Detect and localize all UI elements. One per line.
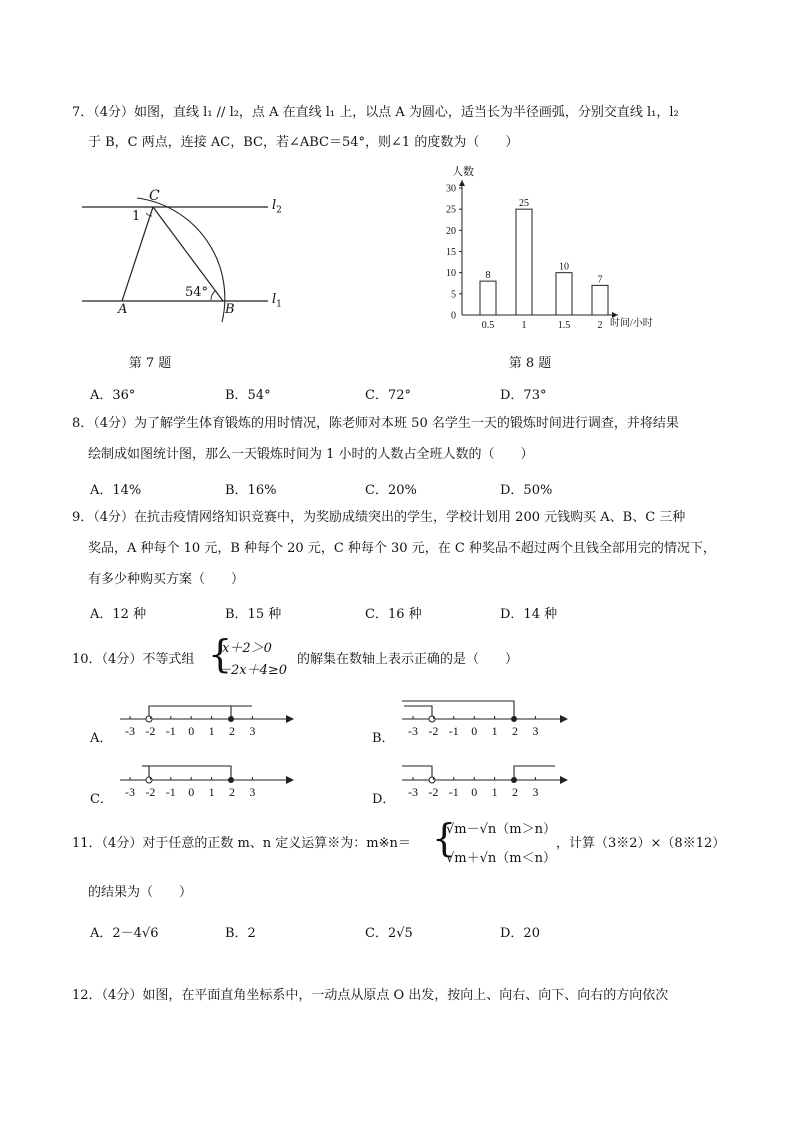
x-tick-label: 0.5 xyxy=(481,320,495,331)
label-l2: $l_2$ xyxy=(272,198,282,216)
q12-line-1: 12．（4分）如图，在平面直角坐标系中，一动点从原点 O 出发，按向上、向右、向下、向右的方向依次 xyxy=(72,988,669,1003)
q11-case-1: √m－√n（m＞n） xyxy=(446,822,556,837)
q11-prefix: 11．（4分）对于任意的正数 m、n 定义运算※为：m※n＝ xyxy=(72,836,411,851)
label-A: A xyxy=(118,302,128,317)
q9-option-d: D．14 种 xyxy=(500,607,558,622)
q8-option-c: C．20% xyxy=(365,483,417,498)
q8-line-2: 绘制成如图统计图，那么一天锻炼时间为 1 小时的人数占全班人数的（ ） xyxy=(88,447,534,462)
number-line-tick-label: -1 xyxy=(165,785,176,799)
number-line-tick-label: 1 xyxy=(208,724,215,738)
number-line-tick-label: 0 xyxy=(471,724,478,738)
number-line-tick-label: 2 xyxy=(229,724,235,738)
number-line-tick-label: 2 xyxy=(512,785,518,799)
number-line-tick-label: -1 xyxy=(448,724,459,738)
y-tick-label: 20 xyxy=(446,225,456,237)
q8-option-b: B．16% xyxy=(225,483,277,498)
label-C: C xyxy=(149,188,160,204)
y-tick-label: 0 xyxy=(451,310,456,322)
q7-option-b: B．54° xyxy=(225,388,271,403)
y-tick-label: 25 xyxy=(446,204,456,216)
q10-option-d: D． xyxy=(372,792,396,807)
q10-suffix: 的解集在数轴上表示正确的是（ ） xyxy=(297,652,519,667)
q7-option-d: D．73° xyxy=(500,388,547,403)
q10-inequality-2: －2x＋4≥0 xyxy=(218,663,288,678)
label-angle-1: 1 xyxy=(132,209,141,224)
q10-brace: { xyxy=(208,632,233,676)
y-tick-label: 30 xyxy=(446,183,456,195)
q10-option-c: C． xyxy=(90,792,113,807)
number-line-tick-label: -2 xyxy=(428,724,439,738)
x-axis-label: 时间/小时 xyxy=(610,318,653,329)
y-tick-label: 15 xyxy=(446,247,456,258)
q8-line-1: 8．（4分）为了解学生体育锻炼的用时情况，陈老师对本班 50 名学生一天的锻炼时间进行调查，并将结果 xyxy=(72,416,679,431)
number-line-tick-label: 1 xyxy=(491,785,498,799)
label-l1: $l_1$ xyxy=(272,292,282,310)
q9-line-3: 有多少种购买方案（ ） xyxy=(88,572,245,587)
q10-prefix: 10．（4分）不等式组 xyxy=(72,652,195,667)
q11-suffix: ，计算（3※2）×（8※12） xyxy=(556,836,726,851)
q7-option-a: A．36° xyxy=(90,388,136,403)
q11-brace: { xyxy=(432,816,457,860)
number-line-tick-label: -2 xyxy=(145,724,156,738)
number-line-tick-label: -2 xyxy=(145,785,156,799)
q9-option-b: B．15 种 xyxy=(225,607,282,622)
q10-option-a: A． xyxy=(90,731,113,746)
number-line-tick-label: 2 xyxy=(512,724,518,738)
x-tick-label: 2 xyxy=(597,320,603,331)
q11-option-d: D．20 xyxy=(500,926,540,941)
q11-option-b: B．2 xyxy=(225,926,256,941)
q10-inequality-1: x＋2＞0 xyxy=(222,641,272,656)
q8-option-a: A．14% xyxy=(90,483,142,498)
q11-line-2: 的结果为（ ） xyxy=(88,885,193,900)
number-line-tick-label: 0 xyxy=(471,785,478,799)
q9-option-a: A．12 种 xyxy=(90,607,147,622)
x-tick-label: 1.5 xyxy=(557,320,571,331)
bar-data-label: 8 xyxy=(485,270,491,282)
y-tick-label: 5 xyxy=(451,289,456,301)
number-line-tick-label: -1 xyxy=(165,724,176,738)
number-line-tick-label: 3 xyxy=(249,785,256,799)
q7-option-c: C．72° xyxy=(365,388,411,403)
q9-option-c: C．16 种 xyxy=(365,607,422,622)
q7-line-1: 7．（4分）如图，直线 l₁ // l₂，点 A 在直线 l₁ 上，以点 A 为圆心，适当长为半径画弧，分别交直线 l₁，l₂ xyxy=(72,105,679,120)
x-tick-label: 1 xyxy=(521,320,527,331)
number-line-tick-label: -3 xyxy=(408,785,418,799)
label-angle-54: 54° xyxy=(185,285,209,300)
number-line-tick-label: 3 xyxy=(249,724,256,738)
number-line-tick-label: -3 xyxy=(125,785,135,799)
label-B: B xyxy=(225,302,235,317)
q11-option-c: C．2√5 xyxy=(365,926,413,941)
bar-data-label: 7 xyxy=(597,274,603,286)
number-line-tick-label: -3 xyxy=(408,724,418,738)
number-line-tick-label: -2 xyxy=(428,785,439,799)
number-line-tick-label: 3 xyxy=(532,785,539,799)
q7-caption: 第 7 题 xyxy=(128,356,172,371)
number-line-tick-label: 1 xyxy=(491,724,498,738)
y-axis-label: 人数 xyxy=(452,166,474,178)
number-line-tick-label: 1 xyxy=(208,785,215,799)
q9-line-2: 奖品，A 种每个 10 元，B 种每个 20 元，C 种每个 30 元，在 C 种奖品不超过两个且钱全部用完的情况下， xyxy=(88,541,716,556)
bar-data-label: 10 xyxy=(559,261,569,273)
q11-case-2: √m＋√n（m＜n） xyxy=(446,851,556,866)
number-line-tick-label: -1 xyxy=(448,785,459,799)
number-line-tick-label: 0 xyxy=(188,724,195,738)
q8-caption: 第 8 题 xyxy=(508,356,552,371)
number-line-tick-label: -3 xyxy=(125,724,135,738)
number-line-tick-label: 2 xyxy=(229,785,235,799)
number-line-tick-label: 0 xyxy=(188,785,195,799)
q7-line-2: 于 B，C 两点，连接 AC，BC，若∠ABC＝54°，则∠1 的度数为（ ） xyxy=(88,135,519,150)
q9-line-1: 9．（4分）在抗击疫情网络知识竞赛中，为奖励成绩突出的学生，学校计划用 200 元钱购买 A、B、C 三种 xyxy=(72,510,686,525)
number-line-tick-label: 3 xyxy=(532,724,539,738)
q8-option-d: D．50% xyxy=(500,483,553,498)
q10-option-b: B． xyxy=(372,731,395,746)
y-tick-label: 10 xyxy=(446,268,456,280)
q11-option-a: A．2－4√6 xyxy=(90,926,159,941)
bar-data-label: 25 xyxy=(519,198,529,210)
